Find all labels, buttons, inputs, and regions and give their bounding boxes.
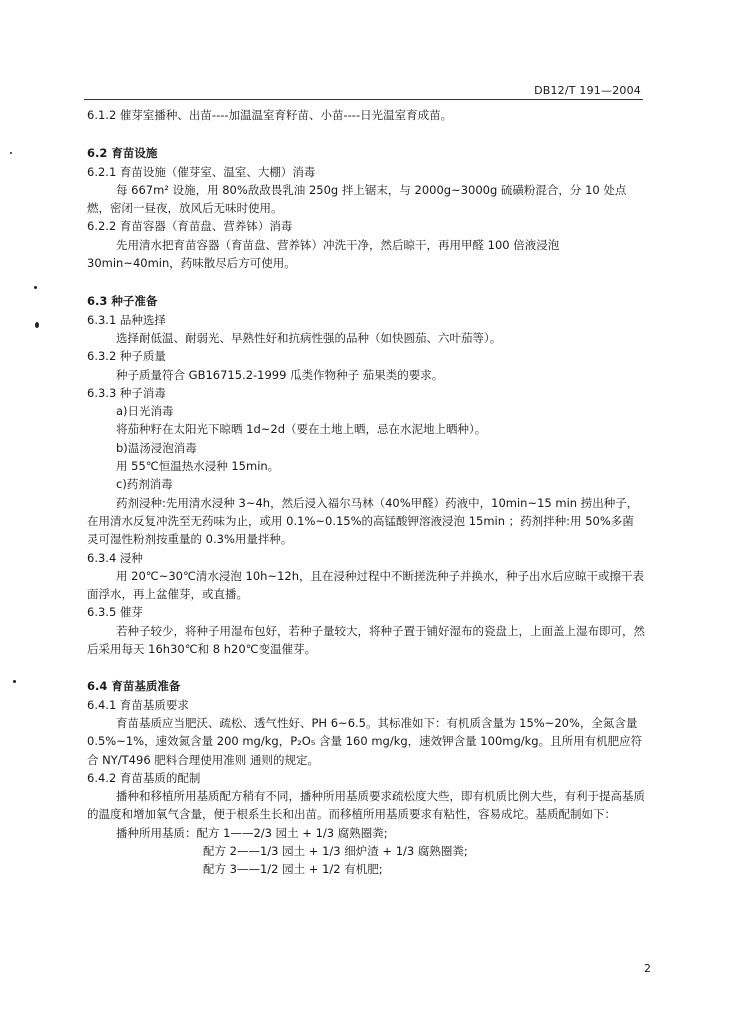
scan-mark xyxy=(35,322,39,328)
scan-mark xyxy=(13,680,16,683)
header-rule xyxy=(84,99,643,100)
subsection-heading: 6.3.1 品种选择 xyxy=(87,312,166,327)
subsection-heading: 6.3.2 种子质量 xyxy=(87,349,166,364)
paragraph: 种子质量符合 GB16715.2-1999 瓜类作物种子 茄果类的要求。 xyxy=(116,367,444,382)
scan-mark xyxy=(34,286,37,289)
section-gap xyxy=(87,658,645,677)
subsection-heading: 6.2.1 育苗设施（催芽室、温室、大棚）消毒 xyxy=(87,164,316,179)
indented-line: c)药剂消毒 xyxy=(116,477,173,492)
indented-line: 将茄种籽在太阳光下晾晒 1d~2d（要在土地上晒，忌在水泥地上晒种）。 xyxy=(116,422,487,437)
section-gap xyxy=(87,124,645,144)
subsection-heading: 6.2.2 育苗容器（育苗盘、营养钵）消毒 xyxy=(87,219,293,234)
section-gap xyxy=(87,272,645,292)
document-body xyxy=(87,106,645,879)
standard-number: DB12/T 191—2004 xyxy=(534,84,641,97)
subsection-heading: 6.3.5 催芽 xyxy=(87,605,143,620)
subsection-heading: 6.3.3 种子消毒 xyxy=(87,385,166,400)
section-heading: 6.4 育苗基质准备 xyxy=(87,679,181,694)
indented-line: a)日光消毒 xyxy=(116,404,174,419)
indented-line: 用 55℃恒温热水浸种 15min。 xyxy=(116,459,280,474)
scan-mark xyxy=(10,152,12,154)
paragraph: 育苗基质应当肥沃、疏松、透气性好、PH 6~6.5。其标准如下：有机质含量为 15%~20%，全氮含量 0.5%~1%，速效氮含量 200 mg/kg，P₂O₅ 含量 160 mg/kg，速效钾含量 100mg/kg。且所用有机肥应符合 NY/T496 肥料合理使用准则 通则的规定。 xyxy=(87,715,643,767)
paragraph: 每 667m² 设施，用 80%敌敌畏乳油 250g 拌上锯末，与 2000g~3000g 硫磺粉混合，分 10 处点燃，密闭一昼夜，放风后无味时使用。 xyxy=(87,182,627,216)
formula-line: 播种所用基质：配方 1——2/3 园土 + 1/3 腐熟圈粪; xyxy=(116,825,388,840)
subsection-heading: 6.4.2 育苗基质的配制 xyxy=(87,770,201,785)
paragraph: 播种和移植所用基质配方稍有不同，播种所用基质要求疏松度大些，即有机质比例大些，有利于提高基质的温度和增加氧气含量，便于根系生长和出苗。而移植所用基质要求有粘性，容易成坨。基质配制如下： xyxy=(87,789,645,822)
section-heading: 6.3 种子准备 xyxy=(87,294,158,309)
section-heading: 6.2 育苗设施 xyxy=(87,146,158,161)
indented-line: b)温汤浸泡消毒 xyxy=(116,440,197,455)
formula-line: 配方 2——1/3 园土 + 1/3 细炉渣 + 1/3 腐熟圈粪; xyxy=(203,843,468,858)
paragraph: 选择耐低温、耐弱光、早熟性好和抗病性强的品种（如快圆茄、六叶茄等）。 xyxy=(116,330,502,345)
paragraph: 若种子较少，将种子用湿布包好，若种子量较大，将种子置于铺好湿布的瓷盘上，上面盖上湿布即可，然后采用每天 16h30℃和 8 h20℃变温催芽。 xyxy=(87,623,645,657)
subsection-heading: 6.3.4 浸种 xyxy=(87,550,143,565)
paragraph: 药剂浸种:先用清水浸种 3~4h，然后浸入福尔马林（40%甲醛）药液中，10min~15 min 捞出种子，在用清水反复冲洗至无药味为止，或用 0.1%~0.15%的高锰酸钾溶液浸泡 15min ；药剂拌种:用 50%多菌灵可湿性粉剂按重量的 0.3%用量拌种。 xyxy=(87,495,639,547)
subsection-heading: 6.4.1 育苗基质要求 xyxy=(87,697,189,712)
subsection-heading: 6.1.2 催芽室播种、出苗----加温温室育籽苗、小苗----日光温室育成苗。 xyxy=(87,108,453,122)
page-number: 2 xyxy=(644,962,651,975)
formula-line: 配方 3——1/2 园土 + 1/2 有机肥; xyxy=(203,862,383,877)
paragraph: 先用清水把育苗容器（育苗盘、营养钵）冲洗干净，然后晾干，再用甲醛 100 倍液浸泡 30min~40min，药味散尽后方可使用。 xyxy=(87,237,560,271)
paragraph: 用 20℃~30℃清水浸泡 10h~12h，且在浸种过程中不断搓洗种子并换水，种子出水后应晾干或擦干表面浮水，再上盆催芽，或直播。 xyxy=(87,568,645,602)
